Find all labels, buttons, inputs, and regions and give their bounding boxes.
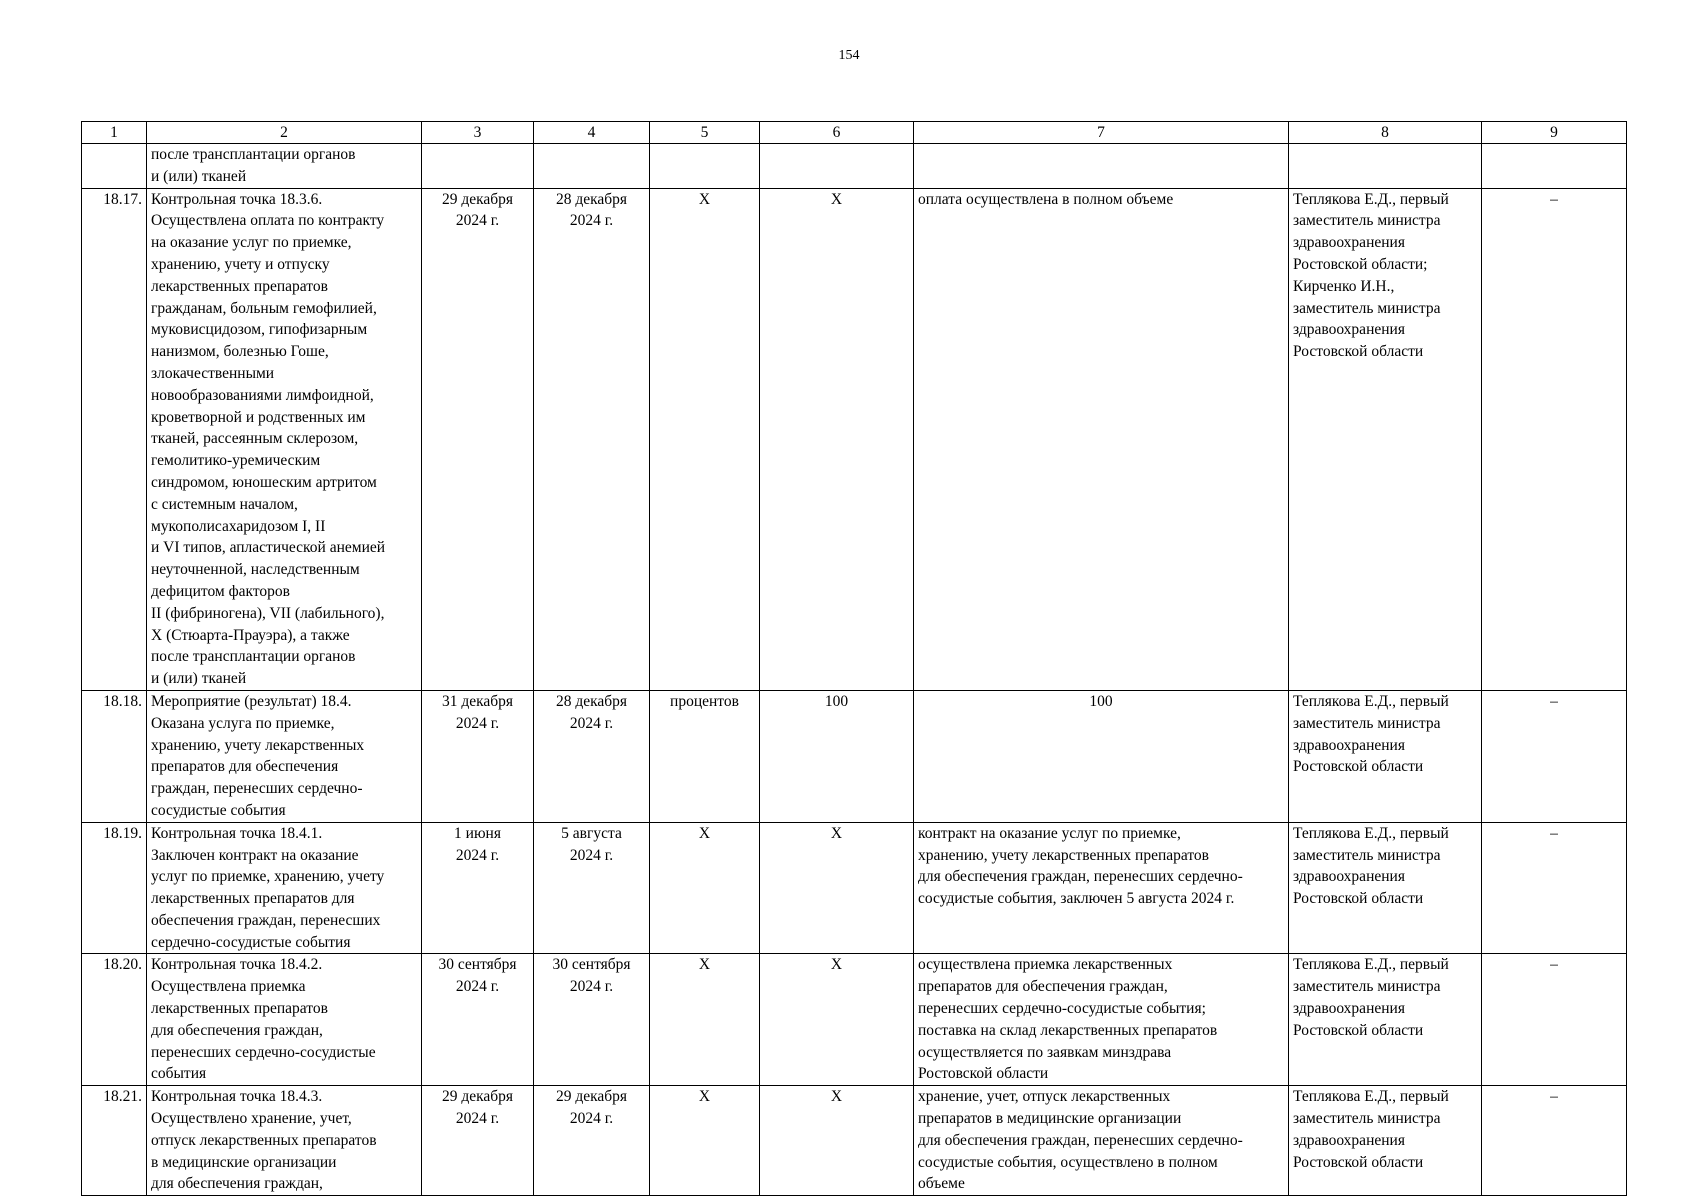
result-cell (914, 144, 1289, 189)
column-number-row (82, 122, 1627, 144)
result-cell: хранение, учет, отпуск лекарственных препаратов в медицинские организации для обеспечения граждан, перенесших сердечно- сосудистые события, осуществлено в полном объеме (914, 1086, 1289, 1196)
column-header: 9 (1482, 122, 1627, 144)
row-number-cell (82, 144, 147, 189)
plan-value-cell (760, 144, 914, 189)
item-name-cell: Мероприятие (результат) 18.4. Оказана услуга по приемке, хранению, учету лекарственных препаратов для обеспечения граждан, перенесших сердечно- сосудистые события (147, 690, 422, 822)
note-cell: – (1482, 822, 1627, 954)
plan-value-cell: X (760, 1086, 914, 1196)
row-number-cell: 18.21. (82, 1086, 147, 1196)
plan-date-cell (422, 144, 534, 189)
column-header: 1 (82, 122, 147, 144)
column-header: 7 (914, 122, 1289, 144)
plan-value-cell: X (760, 822, 914, 954)
plan-date-cell: 30 сентября 2024 г. (422, 954, 534, 1086)
unit-cell (650, 144, 760, 189)
note-cell: – (1482, 188, 1627, 690)
plan-table (81, 121, 1627, 1196)
plan-value-cell: 100 (760, 690, 914, 822)
note-cell: – (1482, 1086, 1627, 1196)
item-name-cell: Контрольная точка 18.4.2. Осуществлена приемка лекарственных препаратов для обеспечения граждан, перенесших сердечно-сосудистые события (147, 954, 422, 1086)
plan-date-cell: 29 декабря 2024 г. (422, 188, 534, 690)
result-cell: контракт на оказание услуг по приемке, хранению, учету лекарственных препаратов для обеспечения граждан, перенесших сердечно- сосудистые события, заключен 5 августа 2024 г. (914, 822, 1289, 954)
plan-date-cell: 31 декабря 2024 г. (422, 690, 534, 822)
responsible-cell: Теплякова Е.Д., первый заместитель министра здравоохранения Ростовской области (1289, 1086, 1482, 1196)
unit-cell: X (650, 822, 760, 954)
result-cell: 100 (914, 690, 1289, 822)
column-header: 3 (422, 122, 534, 144)
responsible-cell: Теплякова Е.Д., первый заместитель министра здравоохранения Ростовской области (1289, 690, 1482, 822)
item-name-cell: Контрольная точка 18.4.1. Заключен контракт на оказание услуг по приемке, хранению, учету лекарственных препаратов для обеспечения граждан, перенесших сердечно-сосудистые события (147, 822, 422, 954)
row-number-cell: 18.17. (82, 188, 147, 690)
plan-date-cell: 29 декабря 2024 г. (422, 1086, 534, 1196)
item-name-cell: после трансплантации органов и (или) тканей (147, 144, 422, 189)
note-cell (1482, 144, 1627, 189)
row-number-cell: 18.18. (82, 690, 147, 822)
unit-cell: процентов (650, 690, 760, 822)
table-row (82, 822, 1627, 954)
note-cell: – (1482, 954, 1627, 1086)
responsible-cell: Теплякова Е.Д., первый заместитель министра здравоохранения Ростовской области (1289, 954, 1482, 1086)
note-cell: – (1482, 690, 1627, 822)
fact-date-cell: 5 августа 2024 г. (534, 822, 650, 954)
fact-date-cell: 28 декабря 2024 г. (534, 188, 650, 690)
table-row (82, 144, 1627, 189)
unit-cell: X (650, 1086, 760, 1196)
column-header: 5 (650, 122, 760, 144)
unit-cell: X (650, 954, 760, 1086)
plan-date-cell: 1 июня 2024 г. (422, 822, 534, 954)
item-name-cell: Контрольная точка 18.4.3. Осуществлено хранение, учет, отпуск лекарственных препаратов в медицинские организации для обеспечения граждан, (147, 1086, 422, 1196)
table-row (82, 690, 1627, 822)
page-number: 154 (838, 48, 860, 63)
column-header: 6 (760, 122, 914, 144)
responsible-cell: Теплякова Е.Д., первый заместитель министра здравоохранения Ростовской области; Кирченко И.Н., заместитель министра здравоохранения Ростовской области (1289, 188, 1482, 690)
plan-value-cell: X (760, 188, 914, 690)
plan-value-cell: X (760, 954, 914, 1086)
result-cell: осуществлена приемка лекарственных препаратов для обеспечения граждан, перенесших сердечно-сосудистые события; поставка на склад лекарственных препаратов осуществляется по заявкам минздрава Ростовской области (914, 954, 1289, 1086)
row-number-cell: 18.19. (82, 822, 147, 954)
column-header: 4 (534, 122, 650, 144)
table-row (82, 1086, 1627, 1196)
row-number-cell: 18.20. (82, 954, 147, 1086)
fact-date-cell: 30 сентября 2024 г. (534, 954, 650, 1086)
unit-cell: X (650, 188, 760, 690)
fact-date-cell (534, 144, 650, 189)
table-row (82, 954, 1627, 1086)
column-header: 8 (1289, 122, 1482, 144)
item-name-cell: Контрольная точка 18.3.6. Осуществлена оплата по контракту на оказание услуг по приемке, хранению, учету и отпуску лекарственных препаратов гражданам, больным гемофилией, муковисцидозом, гипофизарным нанизмом, болезнью Гоше, злокачественными новообразованиями лимфоидной, кроветворной и родственных им тканей, рассеянным склерозом, гемолитико-уремическим синдромом, юношеским артритом с системным началом, мукополисахаридозом I, II и VI типов, апластической анемией неуточненной, наследственным дефицитом факторов II (фибриногена), VII (лабильного), X (Стюарта-Прауэра), а также после трансплантации органов и (или) тканей (147, 188, 422, 690)
fact-date-cell: 29 декабря 2024 г. (534, 1086, 650, 1196)
responsible-cell: Теплякова Е.Д., первый заместитель министра здравоохранения Ростовской области (1289, 822, 1482, 954)
result-cell: оплата осуществлена в полном объеме (914, 188, 1289, 690)
fact-date-cell: 28 декабря 2024 г. (534, 690, 650, 822)
column-header: 2 (147, 122, 422, 144)
responsible-cell (1289, 144, 1482, 189)
table-row (82, 188, 1627, 690)
